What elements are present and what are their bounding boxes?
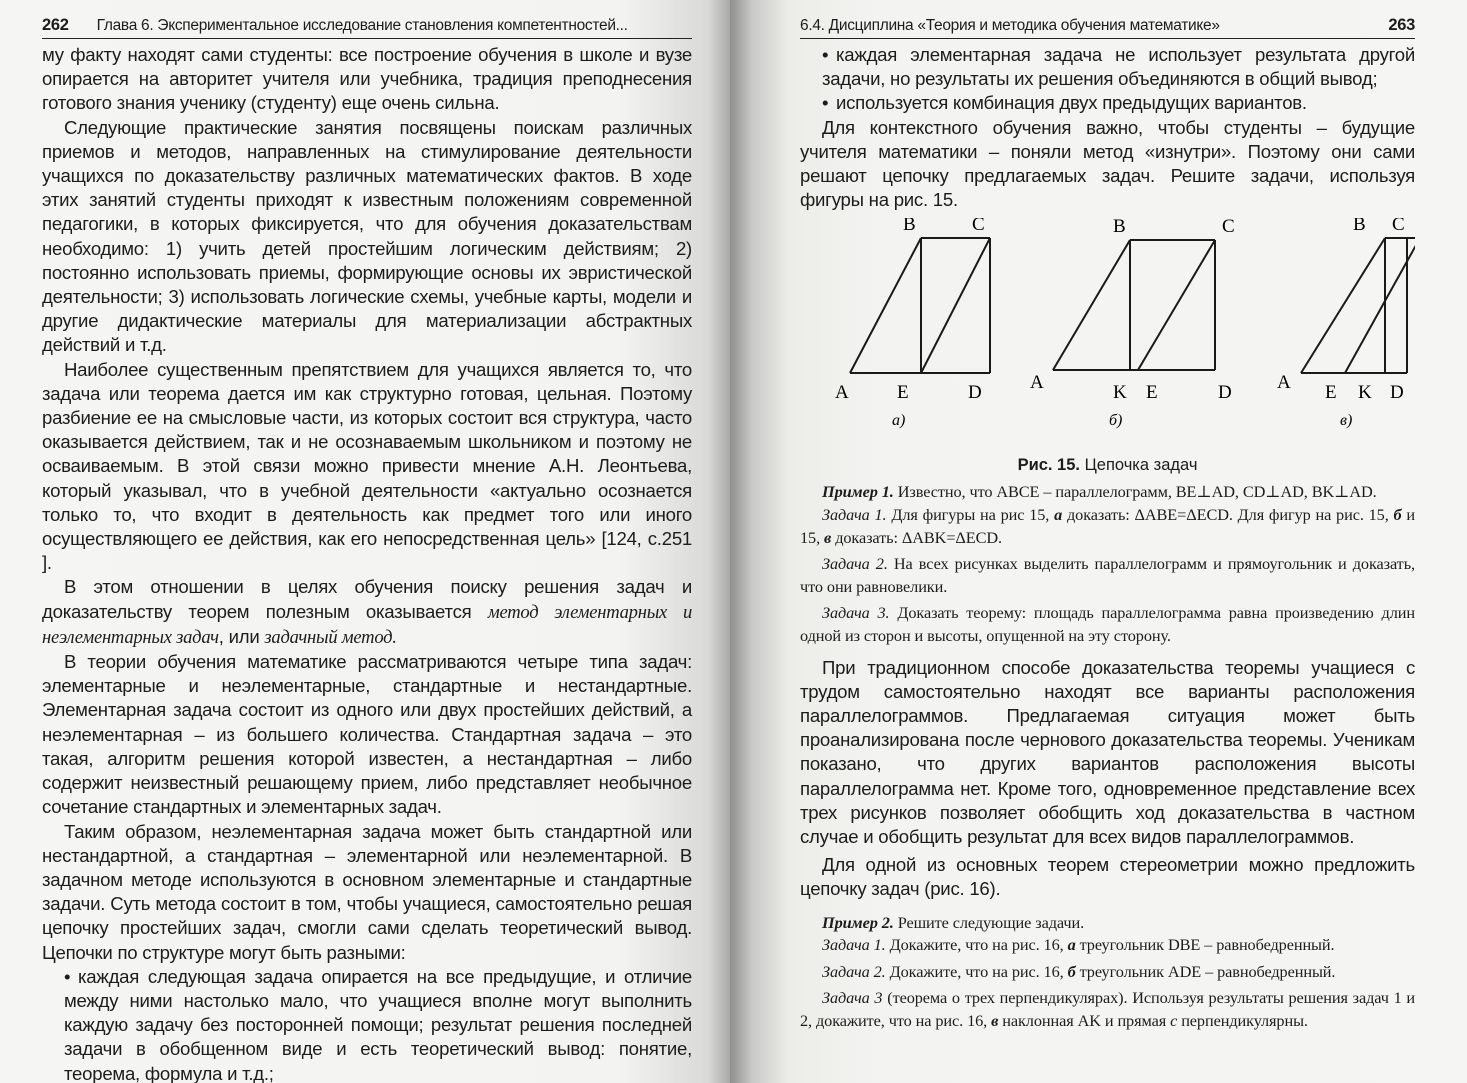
example-2 xyxy=(800,912,1415,935)
fig-a-side-ec xyxy=(921,238,990,373)
bullet-item xyxy=(800,91,1415,115)
text-run: Для фигуры на рис 15, xyxy=(886,505,1055,525)
example-1-label: Пример 1. xyxy=(822,482,894,502)
figure-15-caption xyxy=(800,456,1415,475)
task-label: Задача 2. xyxy=(822,961,886,981)
fig-v-label-b: B xyxy=(1353,218,1366,236)
fig-ref: б xyxy=(1067,961,1076,981)
fig-v-side-ec xyxy=(1345,238,1415,373)
italic-term: задачный метод. xyxy=(264,626,397,648)
left-running-title: Глава 6. Экспериментальное исследование становления компетентностей... xyxy=(96,17,628,34)
right-page-number: 263 xyxy=(1388,16,1415,34)
left-page-number: 262 xyxy=(42,16,69,34)
fig-b-label-b: B xyxy=(1113,218,1126,238)
text-run: перпендикулярны. xyxy=(1177,1010,1308,1030)
caption-label: Рис. 15. xyxy=(1017,456,1080,475)
fig-a-label-a: A xyxy=(835,382,849,404)
task-1 xyxy=(800,504,1415,549)
text-run: наклонная AK и прямая xyxy=(998,1010,1171,1030)
fig-v-label-a: A xyxy=(1277,372,1291,394)
fig-ref: б xyxy=(1393,505,1402,525)
task-2-label: Задача 2. xyxy=(822,554,888,574)
fig-v-label-d: D xyxy=(1390,382,1404,404)
fig-b-side-ab xyxy=(1053,240,1130,370)
text-run: Докажите, что на рис. 16, xyxy=(885,961,1068,981)
line-name: c xyxy=(1170,1010,1178,1030)
text-run: , или xyxy=(218,625,265,647)
right-page xyxy=(730,0,1467,1083)
fig-v-label-c: C xyxy=(1392,218,1405,236)
example-1 xyxy=(800,481,1415,504)
fig-b-side-ec xyxy=(1138,240,1215,370)
task-label: Задача 3 xyxy=(822,988,883,1008)
italic-term: метод элементарных и неэлементарных задач xyxy=(42,601,692,648)
figure-15 xyxy=(800,218,1415,458)
right-running-title: 6.4. Дисциплина «Теория и методика обучения математике» xyxy=(800,17,1220,34)
fig-a-label-b: B xyxy=(903,218,916,236)
ex2-task-1 xyxy=(800,934,1415,957)
paragraph: В теории обучения математике рассматриваются четыре типа задач: элементарные и неэлементарные, стандартные и нестандартные. Элементарная задача состоит из одного или двух простейших действий, а неэлементарная – из большего количества. Стандартная задача – это такая, алгоритм решения которой известен, а нестандартная – либо содержит неизвестный решающему прием, либо представляет необычное сочетание стандартных и элементарных задач. xyxy=(42,651,692,818)
left-page xyxy=(0,0,730,1083)
right-body-text-2 xyxy=(800,656,1415,902)
text-run: На всех рисунках выделить параллелограмм и прямоугольник и доказать, что они равновелики. xyxy=(800,554,1415,596)
fig-b-label-a: A xyxy=(1030,372,1044,394)
fig-b-label-d: D xyxy=(1218,382,1232,404)
task-2 xyxy=(800,553,1415,598)
fig-b-label-e: E xyxy=(1146,382,1158,404)
fig-a-side-ab xyxy=(850,238,921,373)
fig-ref: а xyxy=(1067,935,1076,955)
text-run: доказать: ΔABE=ΔECD. Для фигур на рис. 15, xyxy=(1062,505,1394,525)
right-running-head xyxy=(800,16,1415,39)
paragraph-method xyxy=(42,575,692,650)
fig-a-label-c: C xyxy=(972,218,985,236)
fig-a-label-e: E xyxy=(897,382,909,404)
fig-ref: в xyxy=(991,1010,999,1030)
bullet-text: каждая элементарная задача не использует результата другой задачи, но результаты их решения объединяются в общий вывод; xyxy=(822,44,1415,90)
text-run: Докажите, что на рис. 16, xyxy=(885,935,1068,955)
text-run: доказать: ΔABK=ΔECD. xyxy=(831,527,1003,547)
bullet-text: используется комбинация двух предыдущих вариантов. xyxy=(836,92,1307,114)
bullet-item xyxy=(800,43,1415,91)
fig-v-label-k: K xyxy=(1358,382,1372,404)
paragraph: Для одной из основных теорем стереометрии можно предложить цепочку задач (рис. 16). xyxy=(800,854,1415,900)
fig-b-sublabel: б) xyxy=(1109,412,1123,430)
caption-text: Цепочка задач xyxy=(1080,456,1198,475)
task-label: Задача 1. xyxy=(822,935,886,955)
fig-v-label-e: E xyxy=(1325,382,1337,404)
fig-v-side-ab xyxy=(1301,238,1385,373)
paragraph: му факту находят сами студенты: все построение обучения в школе и вузе опирается на авторитет учителя или учебника, традиция преподнесения готового знания ученику (студенту) еще очень сильна. xyxy=(42,44,692,114)
paragraph: Следующие практические занятия посвящены поискам различных приемов и методов, направленных на стимулирование деятельности учащихся по доказательству различных математических фактов. В ходе этих занятий студенты приходят к известным положениям современной педагогики, в которых фиксируется, что для обучения доказательствам необходимо: 1) учить детей простейшим логическим действиям; 2) постоянно использовать приемы, формирующие основы их эвристической деятельности; 3) использовать логические схемы, учебные карты, модели и другие дидактические материалы для материализации абстрактных действий и т.д. xyxy=(42,116,692,356)
left-body-text xyxy=(42,43,692,1083)
bullet-item xyxy=(42,965,692,1083)
fig-b-label-k: K xyxy=(1113,382,1127,404)
text-run: треугольник DBE – равнобедренный. xyxy=(1075,935,1335,955)
fig-v-sublabel: в) xyxy=(1340,412,1353,430)
ex2-task-2 xyxy=(800,961,1415,984)
task-1-label: Задача 1. xyxy=(822,505,887,525)
paragraph: Наиболее существенным препятствием для учащихся является то, что задача или теорема дается им как структурно готовая, цельная. Поэтому разбиение ее на смысловые части, из которых состоит вся структура, часто оказывается действием, так и не осознаваемым школьником и поэтому не осваиваемым. В этой связи можно привести мнение А.Н. Леонтьева, который указывал, что в учебной деятельности «актуально осознается только то, что входит в деятельность как предмет того или иного осуществляющего ее действия, как его непосредственная цель» [124, с.251 ]. xyxy=(42,358,692,574)
paragraph: Таким образом, неэлементарная задача может быть стандартной или нестандартной, а стандартная – элементарной или неэлементарной. В задачном методе используются в основном элементарные и стандартные задачи. Суть метода состоит в том, чтобы учащиеся, самостоятельно решая цепочку простейших задач, смогли сами сделать теоретический вывод. Цепочки по структуре могут быть разными: xyxy=(42,820,692,963)
ex2-task-3 xyxy=(800,987,1415,1032)
example-2-label: Пример 2. xyxy=(822,912,894,932)
paragraph: Для контекстного обучения важно, чтобы студенты – будущие учителя математики – поняли метод «изнутри». Поэтому они сами решают цепочку предлагаемых задач. Решите задачи, используя фигуры на рис. 15. xyxy=(800,116,1415,211)
fig-a-sublabel: а) xyxy=(892,412,906,430)
example-1-text: Известно, что ABCE – параллелограмм, BE⊥AD, CD⊥AD, BK⊥AD. xyxy=(893,482,1377,502)
right-body-text xyxy=(800,43,1415,212)
task-3 xyxy=(800,602,1415,647)
fig-ref: в xyxy=(824,527,832,547)
fig-b-label-c: C xyxy=(1222,218,1235,238)
text-run: В этом отношении в целях обучения поиску решения задач и доказательству теорем полезным оказывается xyxy=(42,576,692,622)
text-run: Доказать теорему: площадь параллелограмма равна произведению длин одной из сторон и высоты, опущенной на эту сторону. xyxy=(800,603,1415,645)
example-2-block xyxy=(800,912,1415,1033)
task-3-label: Задача 3. xyxy=(822,603,890,623)
left-running-head xyxy=(42,16,692,39)
text-run: Решите следующие задачи. xyxy=(893,912,1085,932)
example-1-block xyxy=(800,481,1415,647)
fig-ref: а xyxy=(1054,505,1063,525)
text-run: треугольник ADE – равнобедренный. xyxy=(1075,961,1336,981)
text-run: (теорема о трех перпендикулярах). Используя результаты решения задач 1 и 2, докажите, что на рис. 16, xyxy=(800,988,1415,1030)
figure-15-drawing xyxy=(800,218,1415,458)
fig-a-label-d: D xyxy=(968,382,982,404)
paragraph: При традиционном способе доказательства теоремы учащиеся с трудом самостоятельно находят все варианты расположения параллелограммов. Предлагаемая ситуация может быть проанализирована после чернового доказательства теоремы. Ученикам показано, что других вариантов расположения высоты параллелограмма нет. Кроме того, одновременное представление всех трех рисунков позволяет обобщить ход доказательства в частном случае и обобщить результат для всех видов параллелограммов. xyxy=(800,656,1415,847)
bullet-text: каждая следующая задача опирается на все предыдущие, и отличие между ними настолько мало, что учащиеся вполне могут выполнить каждую задачу без посторонней помощи; результат решения последней задачи в обобщенном виде и есть теоретический вывод: понятие, теорема, формула и т.д.; xyxy=(64,965,692,1083)
text-run: и 15, xyxy=(800,505,1416,547)
